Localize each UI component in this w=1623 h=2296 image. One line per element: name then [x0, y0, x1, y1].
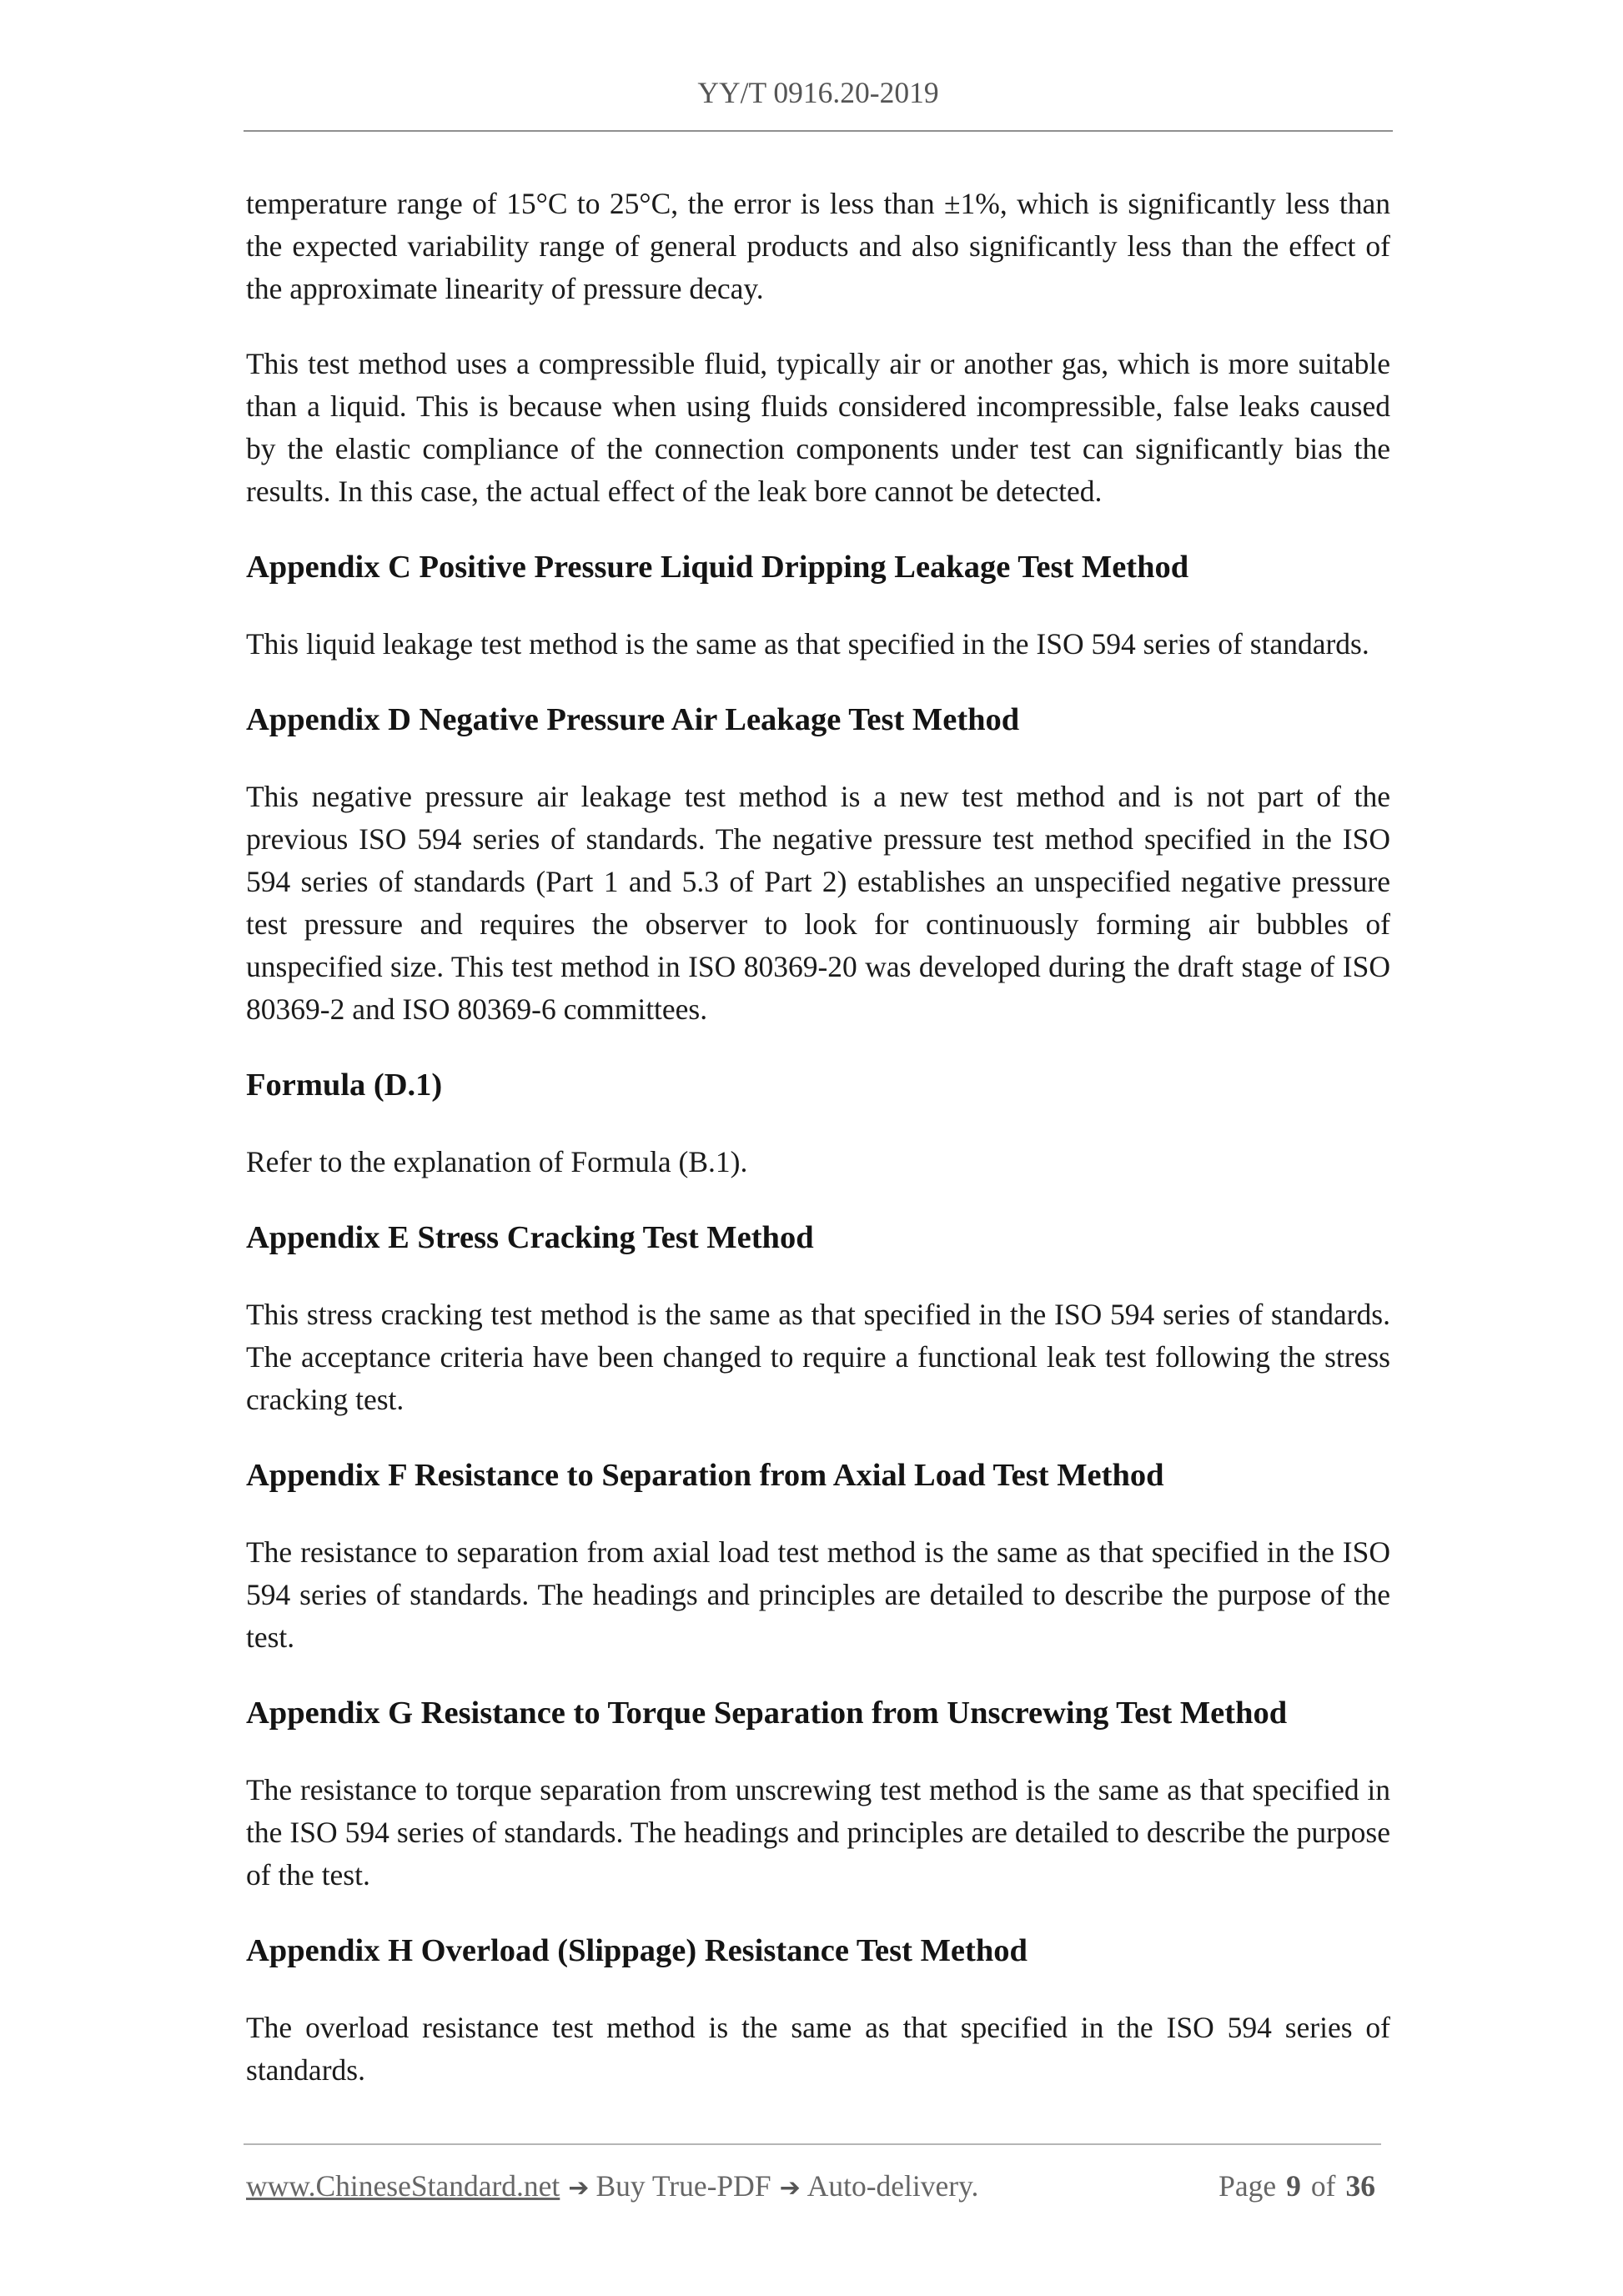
section-heading-appendix-c: Appendix C Positive Pressure Liquid Dripping Leakage Test Method — [246, 550, 1189, 585]
total-pages: 36 — [1345, 2169, 1375, 2203]
section-paragraph-appendix-d: This negative pressure air leakage test method is a new test method and is not part of the previous ISO 594 series of standards. The negative pressure test method specified in the ISO 594 series of standards (Part 1 and 5.3 of Part 2) establishes an unspecified negative pressure test pressure and requires the observer to look for continuously forming air bubbles of unspecified size. This test method in ISO 80369-20 was developed during the draft stage of ISO 80369-2 and ISO 80369-6 committees. — [246, 779, 1390, 1026]
of-label: of — [1310, 2169, 1336, 2203]
section-paragraph-appendix-c: This liquid leakage test method is the same as that specified in the ISO 594 series of standards. — [246, 626, 1369, 661]
footer-divider — [244, 2143, 1381, 2145]
section-heading-appendix-e: Appendix E Stress Cracking Test Method — [246, 1220, 814, 1255]
page-number: 9 — [1286, 2169, 1301, 2203]
intro-paragraph-1: temperature range of 15°C to 25°C, the error is less than ±1%, which is significantly less than the expected variability range of general products and also significantly less than the effect of the approximate linearity of pressure decay. — [246, 187, 1390, 305]
section-paragraph-appendix-g: The resistance to torque separation from unscrewing test method is the same as that specified in the ISO 594 series of standards. The headings and principles are detailed to describe the purpose of the test. — [246, 1772, 1390, 1892]
site-link[interactable]: www.ChineseStandard.net — [246, 2169, 560, 2203]
section-heading-appendix-d: Appendix D Negative Pressure Air Leakage Test Method — [246, 702, 1020, 737]
section-paragraph-appendix-e: This stress cracking test method is the same as that specified in the ISO 594 series of standards. The acceptance criteria have been changed to require a functional leak test following the stress cracking test. — [246, 1297, 1390, 1416]
section-heading-formula-d1: Formula (D.1) — [246, 1068, 443, 1103]
header-divider — [244, 130, 1393, 132]
document-body — [246, 183, 1390, 2123]
delivery-text: Auto-delivery. — [806, 2169, 979, 2203]
arrow-right-icon: ➔ — [568, 2173, 590, 2203]
section-heading-appendix-f: Appendix F Resistance to Separation from Axial Load Test Method — [246, 1458, 1164, 1493]
arrow-right-icon: ➔ — [779, 2173, 801, 2203]
section-heading-appendix-g: Appendix G Resistance to Torque Separation from Unscrewing Test Method — [246, 1696, 1288, 1731]
buy-text: Buy True-PDF — [595, 2169, 771, 2203]
page-header-doc-code: YY/T 0916.20-2019 — [697, 76, 939, 109]
section-heading-appendix-h: Appendix H Overload (Slippage) Resistance Test Method — [246, 1933, 1028, 1968]
section-paragraph-formula-d1: Refer to the explanation of Formula (B.1). — [246, 1144, 748, 1178]
page-label: Page — [1219, 2169, 1277, 2203]
intro-paragraph-2: This test method uses a compressible fluid, typically air or another gas, which is more suitable than a liquid. This is because when using fluids considered incompressible, false leaks caused by the elastic compliance of the connection components under test can significantly bias the results. In this case, the actual effect of the leak bore cannot be detected. — [246, 346, 1390, 508]
footer-promo — [246, 2168, 978, 2207]
section-paragraph-appendix-f: The resistance to separation from axial load test method is the same as that specified in the ISO 594 series of standards. The headings and principles are detailed to describe the purpose of the test. — [246, 1535, 1390, 1654]
page-indicator — [1219, 2168, 1375, 2204]
section-paragraph-appendix-h: The overload resistance test method is the same as that specified in the ISO 594 series of standards. — [246, 2010, 1390, 2087]
